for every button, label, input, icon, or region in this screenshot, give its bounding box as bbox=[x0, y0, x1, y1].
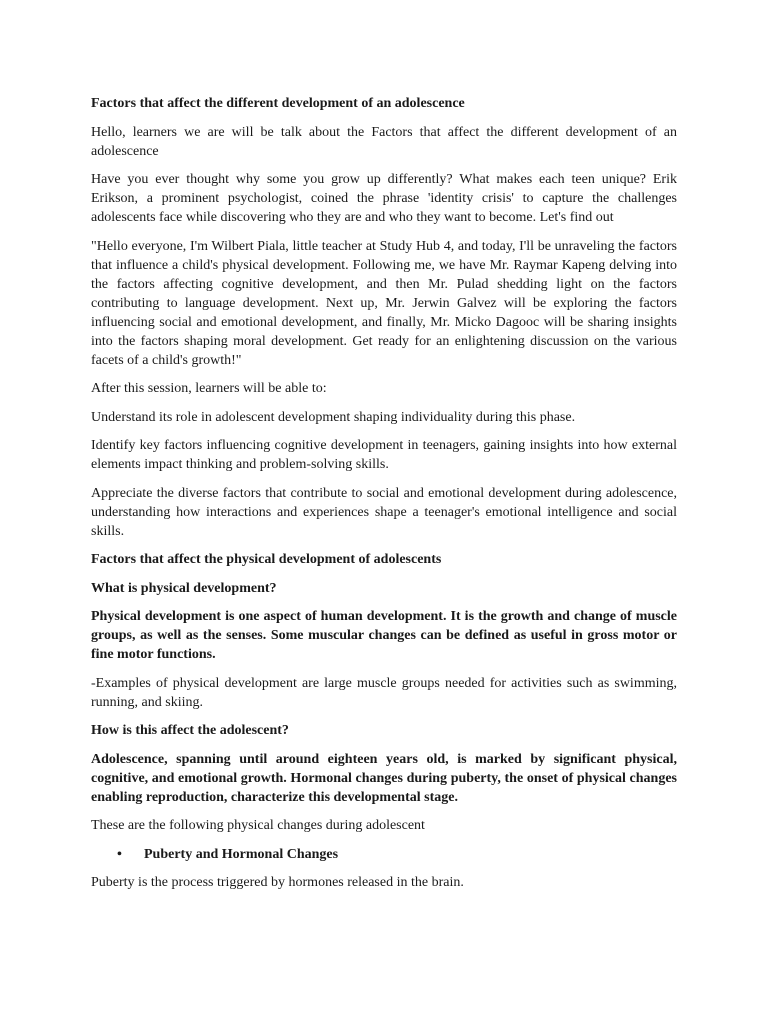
bullet-text: Puberty and Hormonal Changes bbox=[144, 846, 339, 862]
bullet-item bbox=[117, 845, 677, 864]
bullet-icon: • bbox=[117, 846, 122, 862]
objective-item: Identify key factors influencing cognitive development in teenagers, gaining insights into how external elements impact thinking and problem-solving skills. bbox=[91, 438, 677, 472]
speakers-paragraph: "Hello everyone, I'm Wilbert Piala, little teacher at Study Hub 4, and today, I'll be unraveling the factors that influence a child's physical development. Following me, we have Mr. Raymar Kapeng delving into the factors affecting cognitive development, and then Mr. Pulad shedding light on the factors contributing to language development. Next up, Mr. Jerwin Galvez will be exploring the factors influencing social and emotional development, and finally, Mr. Micko Dagooc will be sharing insights into the factors shaping moral development. Get ready for an enlightening discussion on the various facets of a child's growth!" bbox=[91, 238, 677, 368]
objective-item: Appreciate the diverse factors that contribute to social and emotional development during adolescence, understanding how interactions and experiences shape a teenager's emotional intelligence and social skills. bbox=[91, 485, 677, 539]
document-title: Factors that affect the different development of an adolescence bbox=[91, 96, 465, 111]
examples-paragraph: -Examples of physical development are large muscle groups needed for activities such as swimming, running, and skiing. bbox=[91, 675, 677, 710]
answer-paragraph: Physical development is one aspect of human development. It is the growth and change of muscle groups, as well as the senses. Some muscular changes can be defined as useful in gross motor or fine motor functions. bbox=[91, 609, 677, 662]
bullet-list bbox=[91, 845, 677, 864]
section-heading: Factors that affect the physical development of adolescents bbox=[91, 552, 442, 567]
closing-paragraph: Puberty is the process triggered by hormones released in the brain. bbox=[91, 875, 464, 890]
question-heading: How is this affect the adolescent? bbox=[91, 723, 289, 738]
objectives-intro: After this session, learners will be able to: bbox=[91, 381, 327, 396]
answer-paragraph: Adolescence, spanning until around eighteen years old, is marked by significant physical, cognitive, and emotional growth. Hormonal changes during puberty, the onset of physical changes enabling reproduction, characterize this developmental stage. bbox=[91, 751, 677, 805]
erikson-paragraph: Have you ever thought why some you grow up differently? What makes each teen unique? Erik Erikson, a prominent psychologist, coined the phrase 'identity crisis' to capture the challenges adolescents face while discovering who they are and who they want to become. Let's find out bbox=[91, 172, 677, 225]
changes-intro: These are the following physical changes during adolescent bbox=[91, 818, 425, 833]
question-heading: What is physical development? bbox=[91, 580, 277, 596]
objective-item: Understand its role in adolescent development shaping individuality during this phase. bbox=[91, 409, 576, 425]
intro-paragraph: Hello, learners we are will be talk about the Factors that affect the different development of an adolescence bbox=[91, 124, 677, 159]
